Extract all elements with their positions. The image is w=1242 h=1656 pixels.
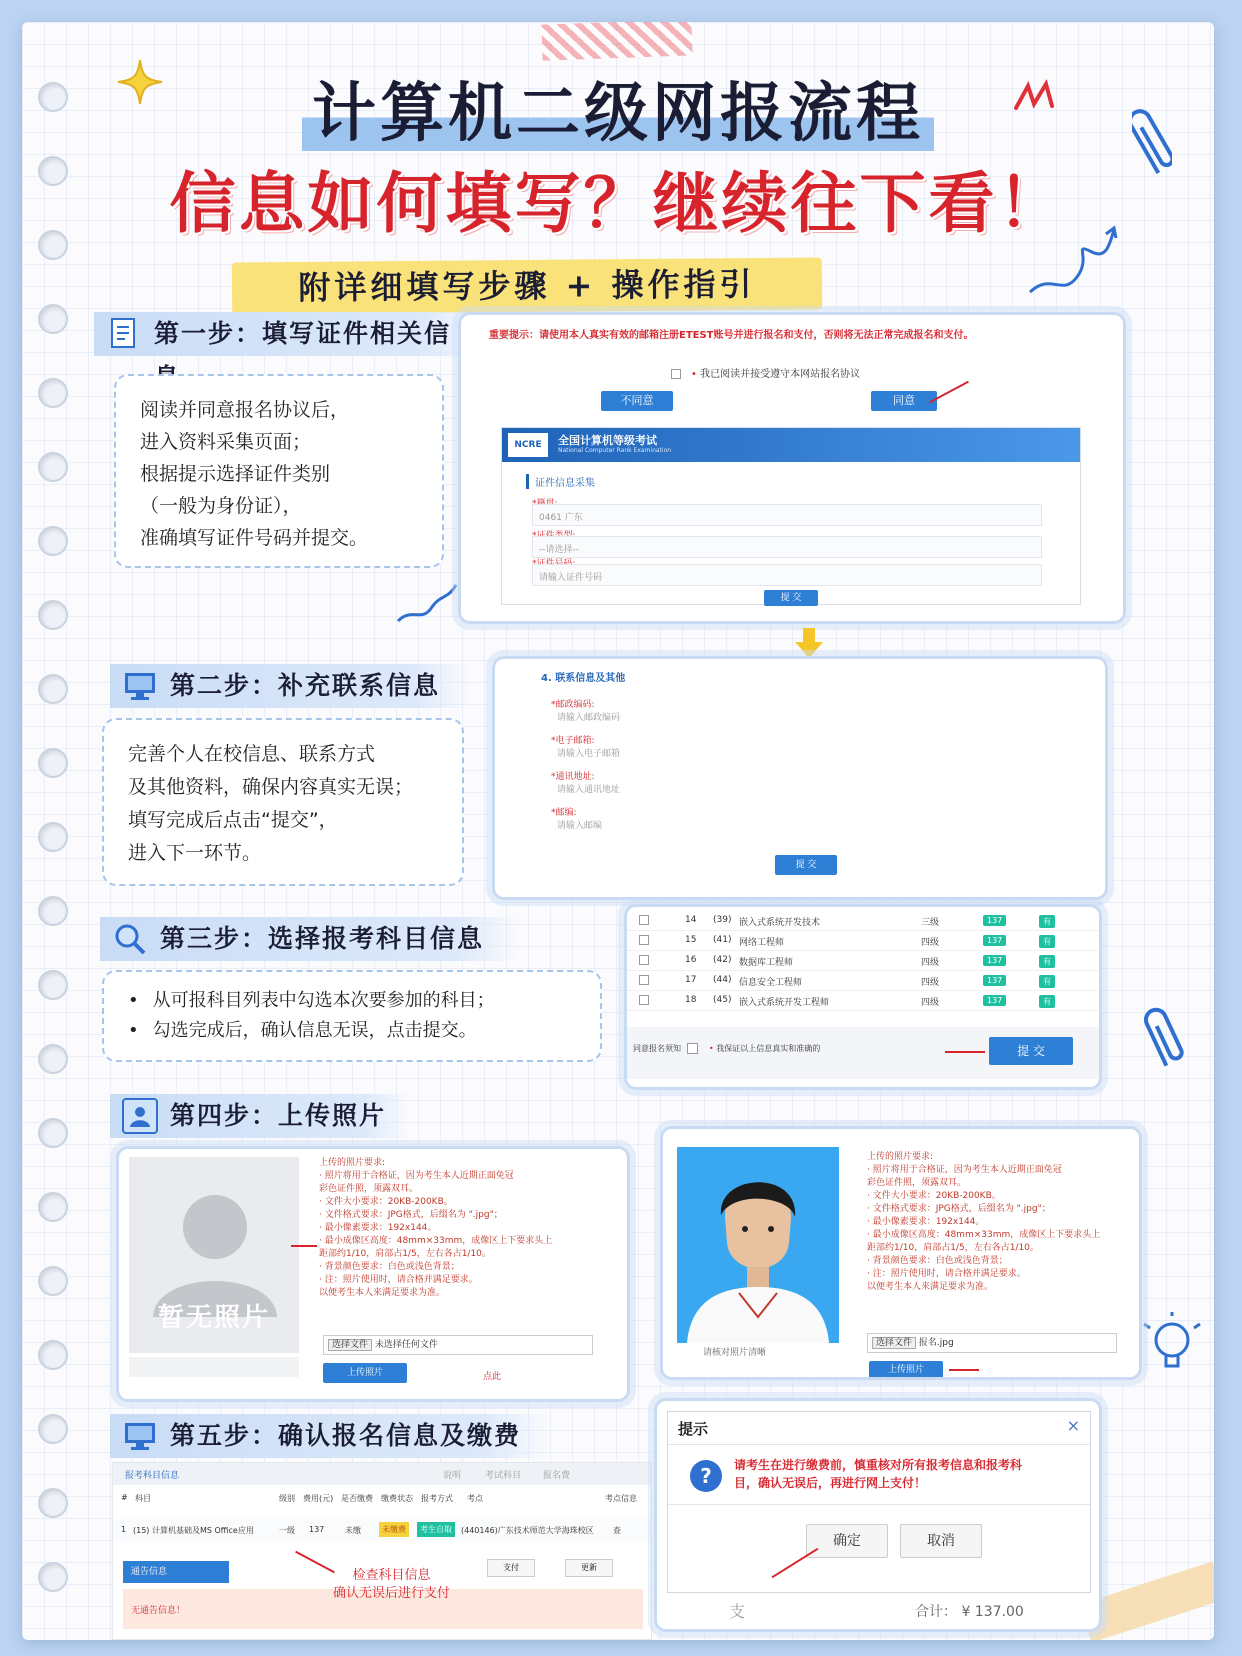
portal-frame <box>501 427 1081 605</box>
notebook-holes <box>30 82 70 1622</box>
row-name: 嵌入式系统开发工程师 <box>739 998 830 1008</box>
confirm-bar <box>627 1027 1099 1079</box>
step1-line: 进入资料采集页面； <box>140 431 312 453</box>
tab[interactable]: 考试科目 <box>485 1471 522 1481</box>
divider <box>668 1444 1090 1445</box>
step5-screenshot <box>112 1462 652 1640</box>
id-number-input[interactable]: 请输入证件号码 <box>532 564 1042 586</box>
row-checkbox[interactable] <box>639 955 649 965</box>
field-label: *邮编: <box>551 808 577 818</box>
confirm-dialog <box>667 1411 1091 1593</box>
step3-description <box>102 970 602 1062</box>
student-portrait-image <box>677 1147 839 1343</box>
req-line: · 注：照片使用时，请合格并满足要求。 <box>319 1275 478 1285</box>
field-label: *电子邮箱: <box>551 736 595 746</box>
pay-button[interactable]: 支付 <box>487 1559 535 1577</box>
id-photo-icon <box>122 1098 158 1134</box>
hole <box>38 1488 68 1518</box>
photo-placeholder <box>129 1157 299 1353</box>
step3-bullet: • 勾选完成后，确认信息无误，点击提交。 <box>128 1016 576 1046</box>
req-line: · 最小像素要求：192x144。 <box>867 1217 985 1227</box>
row-checkbox[interactable] <box>639 975 649 985</box>
page-title: 计算机二级网报流程 <box>22 62 1214 154</box>
row-checkbox[interactable] <box>639 915 649 925</box>
row-price: 137 <box>983 955 1006 966</box>
step3-screenshot <box>624 904 1102 1090</box>
paperclip-icon <box>1144 1002 1184 1072</box>
id-type-select[interactable]: --请选择-- <box>532 536 1042 558</box>
portal-title: 全国计算机等级考试 <box>558 434 657 447</box>
row-status: 有 <box>1039 955 1055 968</box>
row-name: 数据库工程师 <box>739 958 794 968</box>
step2-line: 及其他资料，确保内容真实无误； <box>128 776 414 798</box>
row-checkbox[interactable] <box>639 935 649 945</box>
req-line: · 注：照片使用时，请合格并满足要求。 <box>867 1269 1026 1279</box>
choose-file-button[interactable]: 选择文件 <box>872 1337 916 1349</box>
cell: 未缴 <box>345 1526 361 1535</box>
col-header: 报考方式 <box>421 1494 453 1503</box>
req-title: 上传的照片要求: <box>319 1158 386 1168</box>
table-title: 报考科目信息 <box>125 1471 180 1481</box>
step2-description <box>102 718 464 886</box>
section-title: 4. 联系信息及其他 <box>541 673 626 684</box>
hole <box>38 896 68 926</box>
step2-line: 完善个人在校信息、联系方式 <box>128 743 376 765</box>
hole <box>38 1044 68 1074</box>
req-line: 距部约1/10，肩部占1/5，左右各占1/10。 <box>319 1249 491 1259</box>
total-label: 合计： <box>915 1604 957 1620</box>
row-name: 信息安全工程师 <box>739 978 803 988</box>
tab[interactable]: 报名费 <box>543 1471 571 1481</box>
computer-icon <box>122 1418 158 1454</box>
row-no: 15 <box>685 935 697 945</box>
row-no: 14 <box>685 915 697 925</box>
upload-photo-button[interactable]: 上传照片 <box>323 1363 407 1383</box>
agree-label: 同意报名须知 <box>633 1044 681 1053</box>
cell: (15) 计算机基础及MS Office应用 <box>133 1526 254 1535</box>
ncre-logo: NCRE <box>508 433 548 457</box>
red-arrow <box>772 1548 819 1578</box>
col-header: 级别 <box>279 1494 295 1503</box>
hole <box>38 378 68 408</box>
row-code: (42) <box>713 955 732 965</box>
req-line: · 最小像素要求：192x144。 <box>319 1223 437 1233</box>
squiggle-arrow-icon <box>392 577 462 627</box>
table-row[interactable] <box>113 1519 651 1541</box>
click-hint: 点此 <box>483 1372 502 1382</box>
photo-caption: 请核对照片清晰 <box>703 1348 767 1358</box>
warning-text: 重要提示：请使用本人真实有效的邮箱注册ETEST账号并进行报名和支付，否则将无法正常完成报名和支付。 <box>489 330 974 341</box>
submit-button[interactable]: 提 交 <box>989 1037 1073 1065</box>
hole <box>38 1266 68 1296</box>
step1-title-text: 第一步：填写证件相关信 <box>154 319 452 348</box>
hole <box>38 600 68 630</box>
req-line: · 最小成像区高度：48mm×33mm，成像区上下要求头上 <box>867 1230 1101 1240</box>
file-status: 未选择任何文件 <box>374 1340 438 1350</box>
row-level: 四级 <box>921 938 940 948</box>
hole <box>38 822 68 852</box>
req-line: 彩色证件照，须露双耳。 <box>319 1184 419 1194</box>
step2-line: 填写完成后点击“提交”， <box>128 809 338 831</box>
agree-text: 我已阅读并接受遵守本网站报名协议 <box>700 369 861 380</box>
portal-subtitle: National Computer Rank Examination <box>558 447 672 454</box>
cell[interactable]: 查 <box>613 1526 621 1535</box>
row-code: (44) <box>713 975 732 985</box>
subject-table <box>627 911 1099 1013</box>
step3-title <box>100 917 520 961</box>
portal-header <box>502 428 1080 462</box>
svg-text:?: ? <box>700 1464 712 1488</box>
hole <box>38 970 68 1000</box>
hole <box>38 1562 68 1592</box>
agree-checkbox[interactable] <box>671 369 681 379</box>
file-chooser[interactable] <box>323 1335 593 1355</box>
row-price: 137 <box>983 935 1006 946</box>
total-value: ¥ 137.00 <box>961 1604 1024 1620</box>
col-header: 考点 <box>467 1494 483 1503</box>
step1-line: （一般为身份证）， <box>140 495 302 517</box>
col-header: # <box>121 1493 128 1502</box>
hometown-field[interactable]: 0461 广东 <box>532 504 1042 526</box>
hole <box>38 304 68 334</box>
total-amount <box>915 1601 1024 1621</box>
req-line: · 文件大小要求：20KB-200KB。 <box>867 1191 1001 1201</box>
row-no: 17 <box>685 975 697 985</box>
req-line: · 背景颜色要求：白色或浅色背景； <box>319 1262 460 1272</box>
row-code: (41) <box>713 935 732 945</box>
hole <box>38 748 68 778</box>
step4-screenshot-empty <box>116 1146 630 1402</box>
table-row[interactable] <box>627 991 1099 1011</box>
step4-title-text: 第四步：上传照片 <box>170 1101 387 1130</box>
row-price: 137 <box>983 915 1006 926</box>
address-input[interactable]: 请输入通讯地址 <box>557 785 621 795</box>
photo-requirements <box>867 1151 1131 1294</box>
hole <box>38 1118 68 1148</box>
field-label: *通讯地址: <box>551 772 595 782</box>
step2-line: 进入下一环节。 <box>128 842 262 864</box>
col-header: 是否缴费 <box>341 1494 373 1503</box>
payment-status-badge: 未缴费 <box>379 1522 409 1537</box>
req-line: · 最小成像区高度：48mm×33mm，成像区上下要求头上 <box>319 1236 553 1246</box>
uploaded-photo <box>677 1147 839 1343</box>
red-arrow <box>945 1051 985 1053</box>
notice-text: 无通告信息！ <box>123 1589 643 1629</box>
step5-annotation <box>333 1567 450 1603</box>
email-input[interactable]: 请输入电子邮箱 <box>557 749 621 759</box>
row-level: 四级 <box>921 978 940 988</box>
row-price: 137 <box>983 995 1006 1006</box>
red-arrow <box>291 1245 317 1247</box>
payment-dialog-screenshot <box>654 1398 1102 1632</box>
confirm-text: 我保证以上信息真实和准确的 <box>716 1044 821 1053</box>
hole <box>38 526 68 556</box>
step2-screenshot <box>492 656 1108 900</box>
photo-requirements <box>319 1157 609 1300</box>
hole <box>38 1340 68 1370</box>
step3-bullet: • 从可报科目列表中勾选本次要参加的科目； <box>128 986 576 1016</box>
cell: 一级 <box>279 1526 295 1535</box>
section-title: 证件信息采集 <box>526 474 595 489</box>
step4-screenshot-uploaded <box>660 1126 1142 1380</box>
step1-description <box>114 374 444 568</box>
red-arrow <box>295 1551 335 1573</box>
hole <box>38 674 68 704</box>
col-header: 考点信息 <box>605 1494 637 1503</box>
submit-button[interactable]: 提 交 <box>775 855 837 875</box>
row-level: 四级 <box>921 958 940 968</box>
annotation-line: 检查科目信息 <box>352 1568 431 1583</box>
cell: 1 <box>121 1525 127 1534</box>
subtitle-banner: 附详细填写步骤 + 操作指引 <box>232 257 822 314</box>
file-chooser[interactable] <box>867 1333 1117 1353</box>
computer-icon <box>122 668 158 704</box>
col-header: 科目 <box>135 1494 151 1503</box>
step4-title <box>110 1094 410 1138</box>
row-level: 三级 <box>921 918 940 928</box>
col-header: 缴费状态 <box>381 1494 413 1503</box>
row-name: 嵌入式系统开发技术 <box>739 918 821 928</box>
table-row[interactable] <box>627 971 1099 991</box>
step1-screenshot <box>458 312 1126 624</box>
step1-title <box>94 312 484 356</box>
row-level: 四级 <box>921 998 940 1008</box>
close-icon[interactable]: × <box>1066 1416 1080 1435</box>
row-status: 有 <box>1039 915 1055 928</box>
step3-title-text: 第三步：选择报考科目信息 <box>160 924 485 953</box>
row-code: (39) <box>713 915 732 925</box>
no-photo-text: 暂无照片 <box>157 1303 270 1333</box>
field-label: *邮政编码: <box>551 700 595 710</box>
req-line: 彩色证件照，须露双耳。 <box>867 1178 967 1188</box>
step5-title <box>110 1414 550 1458</box>
dialog-title: 提示 <box>678 1420 709 1438</box>
req-line: 距部约1/10，肩部占1/5，左右各占1/10。 <box>867 1243 1039 1253</box>
disagree-button[interactable]: 不同意 <box>601 391 673 411</box>
cancel-button[interactable]: 取消 <box>900 1524 982 1558</box>
footer-left: 支 <box>729 1602 746 1621</box>
confirm-text-wrap: • 我保证以上信息真实和准确的 <box>709 1044 821 1053</box>
submit-button[interactable]: 提 交 <box>764 590 818 606</box>
red-arrow <box>949 1369 979 1371</box>
req-line: · 照片将用于合格证，因为考生本人近期正面免冠 <box>319 1171 514 1181</box>
row-code: (45) <box>713 995 732 1005</box>
postal-code-input[interactable]: 请输入邮政编码 <box>557 713 621 723</box>
row-status: 有 <box>1039 975 1055 988</box>
row-checkbox[interactable] <box>639 995 649 1005</box>
req-line: 以便考生本人来满足要求为准。 <box>867 1282 994 1292</box>
paper-sheet <box>22 22 1214 1640</box>
table-row[interactable] <box>627 931 1099 951</box>
upload-photo-button[interactable]: 上传照片 <box>869 1361 943 1379</box>
document-icon <box>106 316 142 352</box>
req-line: · 背景颜色要求：白色或浅色背景； <box>867 1256 1008 1266</box>
ok-button[interactable]: 确定 <box>806 1524 888 1558</box>
hole <box>38 1192 68 1222</box>
exam-mode-badge: 考生自取 <box>417 1522 455 1537</box>
agreement-row: • 我已阅读并接受遵守本网站报名协议 <box>671 365 860 380</box>
req-line: · 照片将用于合格证，因为考生本人近期正面免冠 <box>867 1165 1062 1175</box>
req-title: 上传的照片要求: <box>867 1152 934 1162</box>
step1-line: 准确填写证件号码并提交。 <box>140 527 369 549</box>
caption-bar <box>129 1357 299 1377</box>
row-name: 网络工程师 <box>739 938 785 948</box>
row-no: 18 <box>685 995 697 1005</box>
table-row[interactable] <box>627 911 1099 931</box>
washi-tape-top <box>541 22 692 61</box>
file-name: 报名.jpg <box>918 1338 954 1348</box>
row-price: 137 <box>983 975 1006 986</box>
cell: 137 <box>309 1525 325 1534</box>
row-status: 有 <box>1039 995 1055 1008</box>
magnifier-icon <box>112 921 148 957</box>
tab[interactable]: 说明 <box>443 1471 462 1481</box>
step5-title-text: 第五步：确认报名信息及缴费 <box>170 1421 522 1450</box>
page-subtitle-question: 信息如何填写？继续往下看！ <box>169 165 1067 242</box>
step2-title-text: 第二步：补充联系信息 <box>170 671 441 700</box>
agree-button[interactable]: 同意 <box>871 391 937 411</box>
dialog-message: 请考生在进行缴费前，慎重核对所有报考信息和报考科目，确认无误后，再进行网上支付！ <box>734 1458 1023 1490</box>
zip-input[interactable]: 请输入邮编 <box>557 821 603 831</box>
choose-file-button[interactable]: 选择文件 <box>328 1339 372 1351</box>
table-title-bar <box>113 1463 651 1485</box>
divider <box>668 1504 1090 1505</box>
row-no: 16 <box>685 955 697 965</box>
req-line: 以便考生本人来满足要求为准。 <box>319 1288 446 1298</box>
update-button[interactable]: 更新 <box>565 1559 613 1577</box>
agree-checkbox[interactable] <box>687 1043 698 1054</box>
notice-title: 通告信息 <box>123 1561 229 1583</box>
question-icon <box>688 1458 724 1494</box>
hole <box>38 1414 68 1444</box>
req-line: · 文件大小要求：20KB-200KB。 <box>319 1197 453 1207</box>
row-status: 有 <box>1039 935 1055 948</box>
annotation-line: 确认无误后进行支付 <box>333 1586 451 1601</box>
cell: (440146)广东技术师范大学海珠校区 <box>461 1526 594 1535</box>
table-header <box>113 1493 651 1511</box>
step1-line: 阅读并同意报名协议后， <box>140 399 350 421</box>
table-row[interactable] <box>627 951 1099 971</box>
hole <box>38 452 68 482</box>
req-line: · 文件格式要求：JPG格式，后缀名为 ".jpg"； <box>867 1204 1051 1214</box>
col-header: 费用(元) <box>303 1494 334 1503</box>
step2-title <box>110 664 470 708</box>
req-line: · 文件格式要求：JPG格式，后缀名为 ".jpg"； <box>319 1210 503 1220</box>
lightbulb-icon <box>1142 1312 1202 1382</box>
step1-line: 根据提示选择证件类别 <box>140 463 331 485</box>
